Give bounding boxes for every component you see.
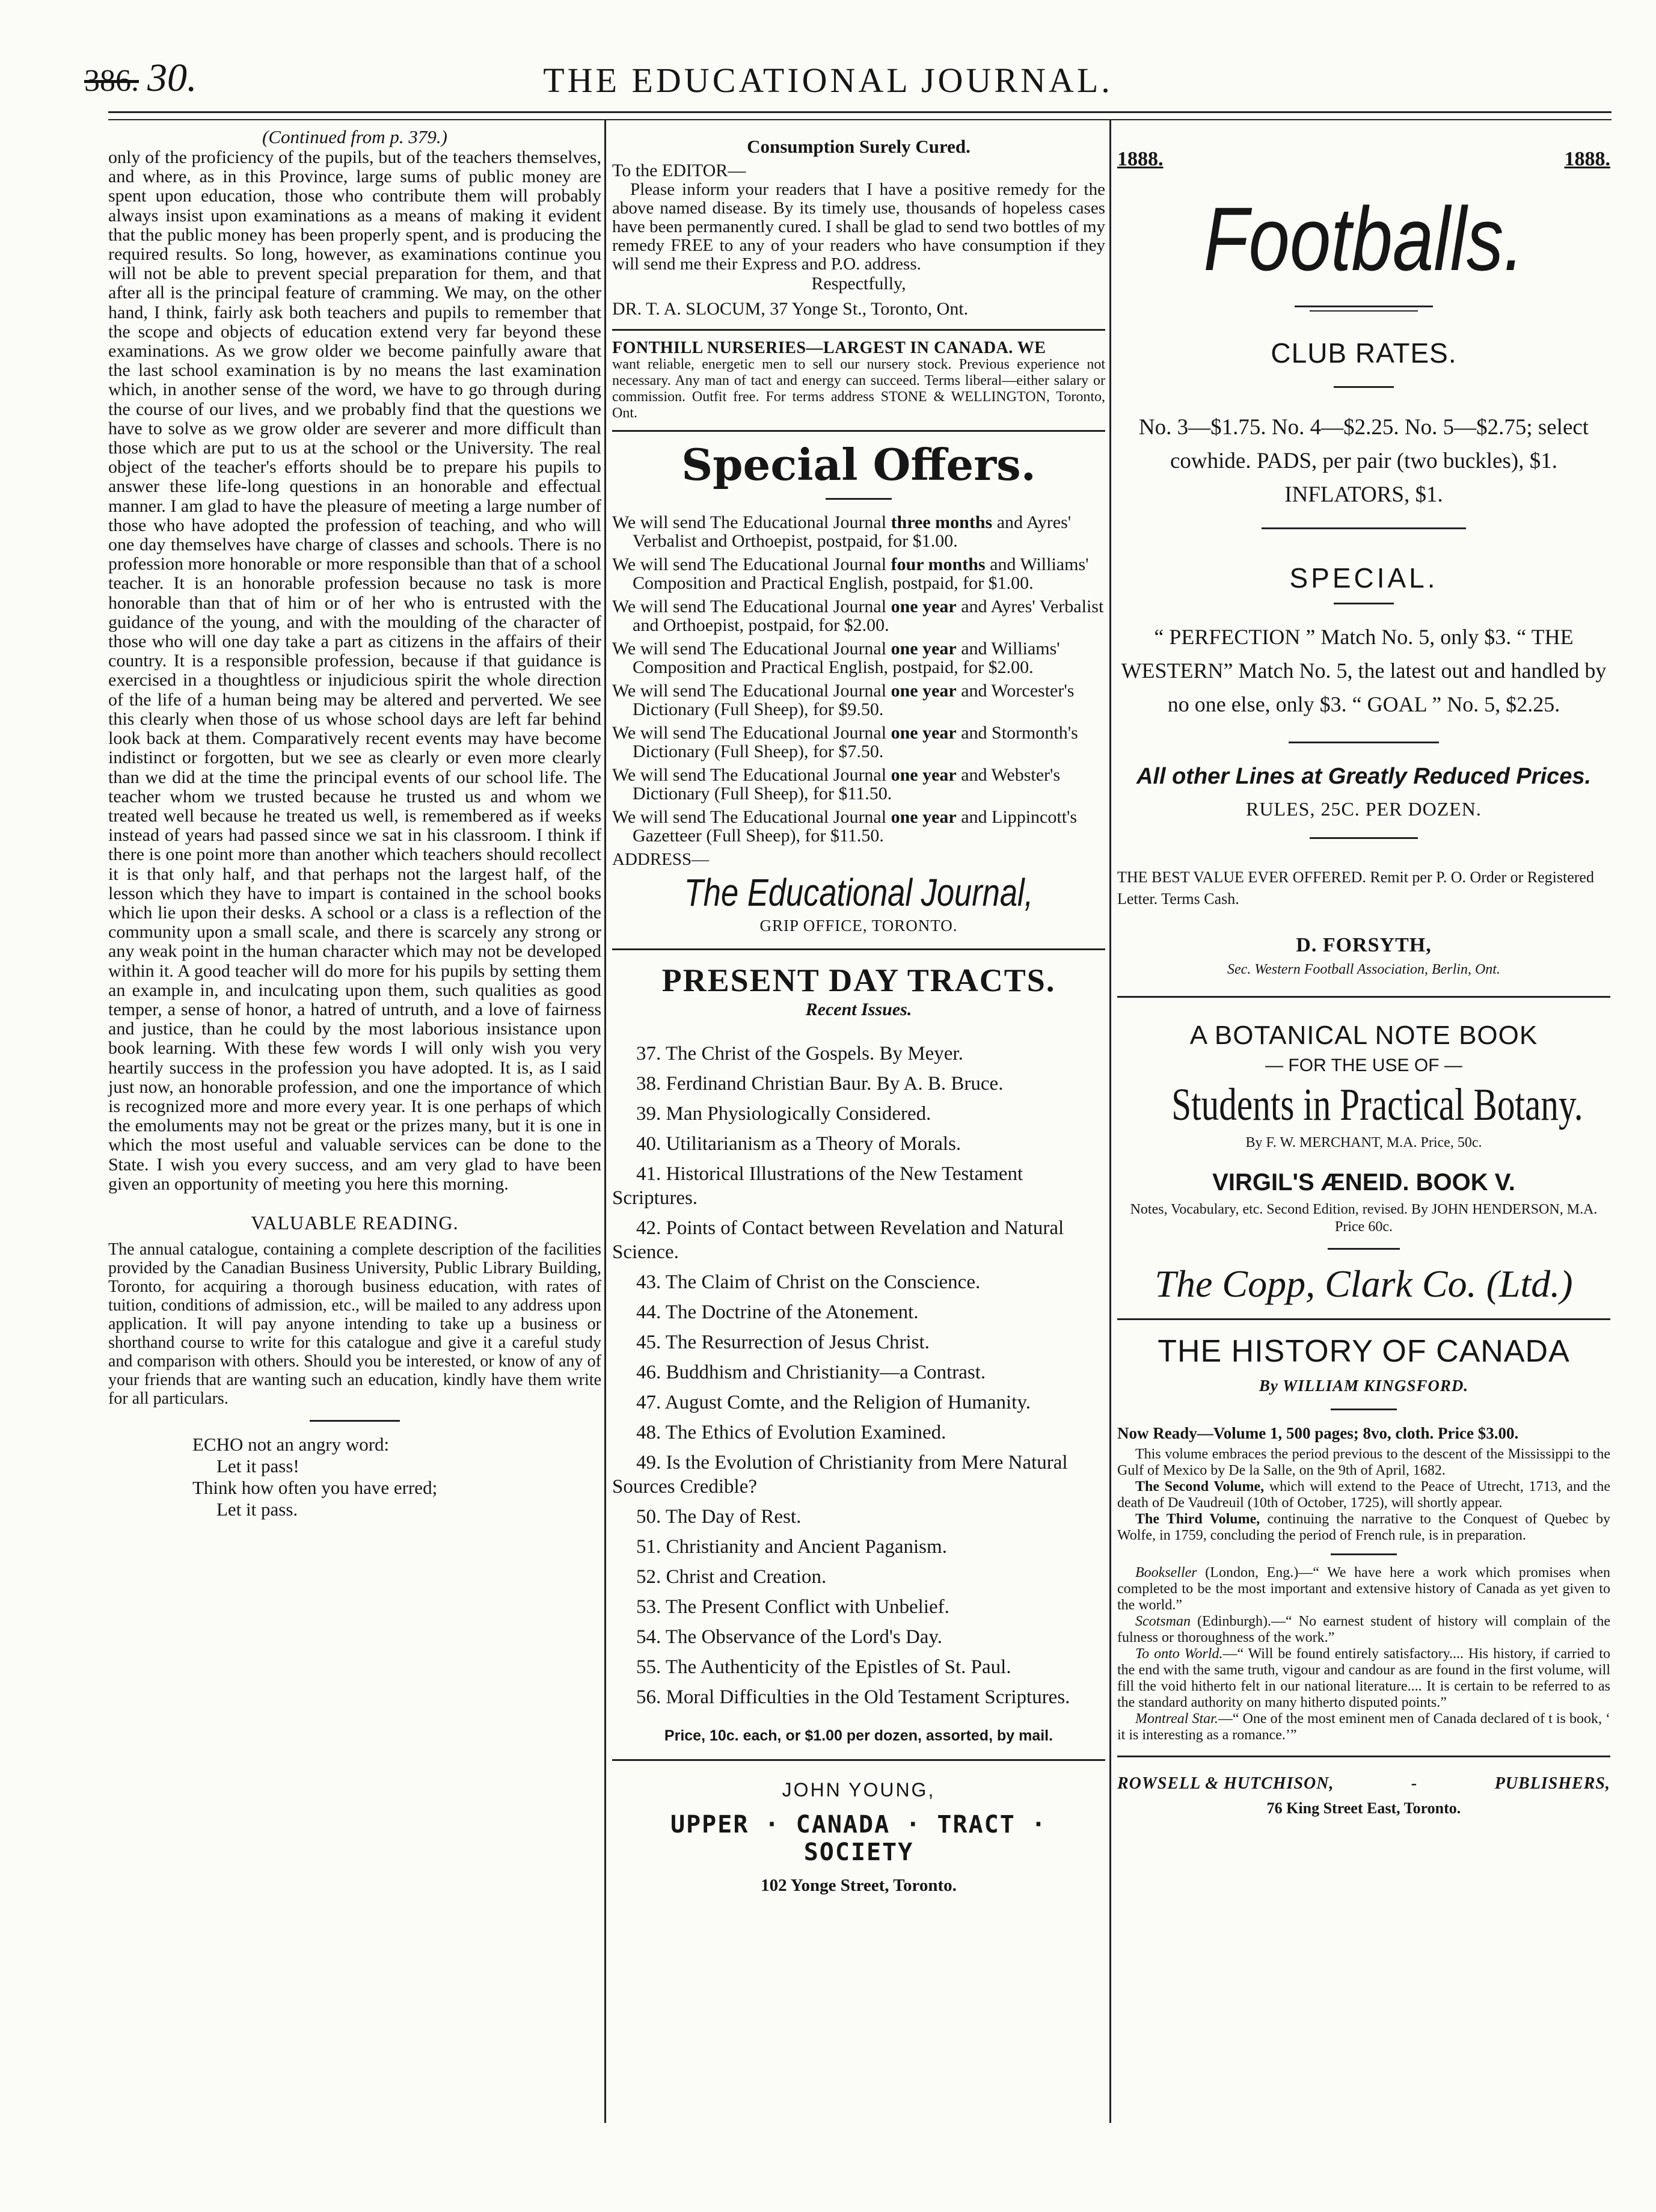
column-advertisements	[612, 126, 1105, 1896]
tract-item: 54. The Observance of the Lord's Day.	[636, 1626, 943, 1648]
tract-item: 51. Christianity and Ancient Paganism.	[636, 1536, 947, 1558]
offer-item: We will send The Educational Journal three months and Ayres' Verbalist and Orthoepist, postpaid, for $1.00.	[612, 512, 1072, 551]
column-notices	[1117, 126, 1610, 1817]
offer-item: We will send The Educational Journal one year and Worcester's Dictionary (Full Sheep), for $9.50.	[612, 681, 1075, 719]
tract-item: 46. Buddhism and Christianity—a Contrast.	[636, 1362, 986, 1383]
article-body: only of the proficiency of the pupils, but of the teachers themselves, and where, as in this Province, large sums of public money are spent upon education, those who contribute them will probably always insist upon examinations as a means of making it evident that the public money has been properly spent, and is producing the required results. So long, however, as examinations continue you will not be able to prevent special preparation for them, and that after all is the principal feature of cramming. We may, on the other hand, I think, fairly ask both teachers and pupils to remember that the scope and objects of education extend very far beyond these examinations. As we grow older we become painfully aware that the last school examination is by no means the last examination which, in another sense of the word, we have to go through during the course of our lives, and we probably find that the questions we have to solve as we grow older are severer and more difficult than those which are put to us at the school or the University. The real object of the teacher's efforts should be to prepare his pupils to answer these life-long questions in an honorable and effectual manner. I am glad to have the pleasure of meeting a large number of those who have adopted the profession of teaching, and who will one day themselves have charge of classes and schools. There is no profession more honorable or more responsible than that of a school teacher. It is an honorable profession because no task is more honorable than that of him or of her who is entrusted with the guidance of the young, and with the moulding of the character of those who will one day take a part as citizens in the affairs of their country. It is a responsible profession, because if that guidance is exercised in a thoughtless or injudicious spirit the whole direction of the life of a human being may be altered and perverted. We see this clearly when those of us whose school days are left far behind look back at them. Comparatively recent events may have become indistinct or forgotten, but we see as clearly or even more clearly than we did at the time the principal events of our school life. The teacher whom we trusted because he trusted us and whom we treated well because he treated us well, is remembered as if weeks instead of years had passed since we sat in his classroom. I think if there is one point more than another which teachers should recollect it is that only half, and that perhaps not the largest half, of the lesson which they have to impart is contained in the school books which lie upon their desks. A school or a class is a reflection of the community upon a small scale, and there is scarcely any strong or any weak point in the human character which may not be developed within it. A good teacher will do more for his pupils by setting them an example in, and inculcating upon them, such qualities as good temper, a sense of honor, a hatred of untruth, and a love of fairness and justice, than he could by the most laborious insistance upon book learning. With these few words I will only wish you very heartily success in the profession you have adopted. It is, as I said just now, an honorable profession, and one the importance of which is recognized more and more every year. It is one perhaps of which the emoluments may not be great or the prizes many, but it is one in which the most useful and valuable services can be done to the State. I wish you every success, and am very glad to have been given an opportunity of meeting you here this morning.	[108, 147, 601, 1194]
fonthill-body: want reliable, energetic men to sell our nursery stock. Previous experience not necessary. Any man of tact and energy can succeed. Terms liberal—either salary or commission. Outfit free. For terms address STONE & WELLINGTON, Toronto, Ont.	[612, 357, 1105, 421]
tract-item: 48. The Ethics of Evolution Examined.	[636, 1422, 946, 1443]
reviews	[1117, 1565, 1610, 1743]
page-number-handwritten: 30.	[147, 56, 197, 100]
rule	[826, 498, 892, 500]
rule	[612, 948, 1105, 950]
volume-one-desc: This volume embraces the period previous to the descent of the Mississippi to the Gulf of Mexico by De la Salle, on the 9th of April, 1682.	[1117, 1446, 1610, 1478]
rule	[1117, 1756, 1610, 1757]
consumption-body: Please inform your readers that I have a positive remedy for the above named disease. By its timely use, thousands of hopeless cases have been permanently cured. I shall be glad to send two bottles of my remedy FREE to any of your readers who have consumption if they will send me their Express and P.O. address.	[612, 180, 1105, 274]
botanical-heading: A BOTANICAL NOTE BOOK	[1189, 1021, 1538, 1050]
copp-clark: The Copp, Clark Co. (Ltd.)	[1155, 1262, 1573, 1305]
john-young: JOHN YOUNG,	[782, 1779, 936, 1801]
respectfully: Respectfully,	[811, 274, 906, 293]
poem-line: ECHO not an angry word:	[192, 1433, 390, 1455]
tract-item: 47. August Comte, and the Religion of Humanity.	[636, 1392, 1031, 1413]
students-heading: Students in Practical Botany.	[1171, 1080, 1583, 1130]
other-lines: All other Lines at Greatly Reduced Prices.	[1136, 764, 1592, 789]
offer-item: We will send The Educational Journal one year and Webster's Dictionary (Full Sheep), for $11.50.	[612, 765, 1061, 803]
consumption-title: Consumption Surely Cured.	[747, 136, 971, 157]
poem-line: Think how often you have erred;	[192, 1476, 438, 1498]
offer-item: We will send The Educational Journal four months and Williams' Composition and Practical English, postpaid, for $1.00.	[612, 555, 1089, 593]
virgil-heading: VIRGIL'S ÆNEID. BOOK V.	[1212, 1169, 1515, 1196]
tract-item: 43. The Claim of Christ on the Conscience.	[636, 1271, 981, 1293]
offers-list	[612, 513, 1105, 845]
for-use-of: — FOR THE USE OF —	[1265, 1055, 1462, 1075]
special-heading: SPECIAL.	[1289, 562, 1438, 594]
rule	[1289, 742, 1439, 743]
journal-title: THE EDUCATIONAL JOURNAL.	[543, 61, 1113, 100]
tract-item: 37. The Christ of the Gospels. By Meyer.	[636, 1043, 963, 1065]
poem	[108, 1434, 601, 1520]
volume-three-desc: The Third Volume, continuing the narrative to the Conquest of Quebec by Wolfe, in 1759, concluding the period of French rule, is in preparation.	[1117, 1511, 1610, 1543]
forsyth-name: D. FORSYTH,	[1296, 934, 1432, 956]
tract-item: 50. The Day of Rest.	[636, 1506, 802, 1528]
valuable-reading-body: The annual catalogue, containing a complete description of the facilities provided by the Canadian Business University, Public Library Building, Toronto, for acquiring a thorough business education, with rates of tuition, conditions of admission, etc., will be mailed to any address upon application. It will pay anyone intending to take up a business or shorthand course to write for this catalogue and give it a careful study and comparison with others. Should you be interested, or know of any of your friends that are wanting such an education, kindly have them write for all particulars.	[108, 1240, 601, 1408]
offer-item: We will send The Educational Journal one year and Ayres' Verbalist and Orthoepist, postpaid, for $2.00.	[612, 597, 1104, 635]
tract-society: UPPER · CANADA · TRACT · SOCIETY	[670, 1811, 1047, 1866]
rule	[1117, 996, 1610, 998]
tract-society-address: 102 Yonge Street, Toronto.	[761, 1876, 957, 1895]
offer-item: We will send The Educational Journal one year and Lippincott's Gazetteer (Full Sheep), for $11.50.	[612, 807, 1078, 846]
rule	[612, 329, 1105, 331]
tract-item: 41. Historical Illustrations of the New Testament Scriptures.	[612, 1163, 1023, 1209]
rule	[1328, 1248, 1400, 1250]
publishers-row	[1117, 1774, 1610, 1793]
rules-price: RULES, 25C. PER DOZEN.	[1246, 798, 1482, 820]
tracts-title: PRESENT DAY TRACTS.	[661, 962, 1056, 998]
tract-item: 52. Christ and Creation.	[636, 1566, 827, 1588]
rule	[1310, 837, 1418, 839]
review-item: Montreal Star.—“ One of the most eminent men of Canada declared of t is book, ‘ it is interesting as a romance.’”	[1117, 1711, 1611, 1743]
header-rule-top	[108, 111, 1612, 113]
tracts-price: Price, 10c. each, or $1.00 per dozen, assorted, by mail.	[664, 1727, 1053, 1744]
column-divider-1	[604, 120, 606, 2123]
to-editor: To the EDITOR—	[612, 161, 746, 180]
rule	[1334, 386, 1394, 388]
rule	[612, 430, 1105, 432]
rule	[1310, 310, 1418, 312]
merchant-credit: By F. W. MERCHANT, M.A. Price, 50c.	[1245, 1135, 1482, 1151]
best-value: THE BEST VALUE EVER OFFERED. Remit per P. O. Order or Registered Letter. Terms Cash.	[1117, 868, 1594, 908]
page-header	[0, 0, 1656, 120]
year-row	[1117, 148, 1610, 171]
club-rates-body: No. 3—$1.75. No. 4—$2.25. No. 5—$2.75; select cowhide. PADS, per pair (two buckles), $1. INFLATORS, $1.	[1138, 415, 1589, 507]
history-heading: THE HISTORY OF CANADA	[1158, 1334, 1570, 1369]
rule	[612, 1759, 1105, 1761]
publishers-address: 76 King Street East, Toronto.	[1266, 1799, 1461, 1817]
offer-item: We will send The Educational Journal one year and Williams' Composition and Practical English, postpaid, for $2.00.	[612, 639, 1060, 677]
virgil-notes: Notes, Vocabulary, etc. Second Edition, revised. By JOHN HENDERSON, M.A. Price 60c.	[1130, 1202, 1598, 1235]
tract-item: 55. The Authenticity of the Epistles of St. Paul.	[636, 1656, 1011, 1678]
valuable-reading-title: VALUABLE READING.	[251, 1211, 459, 1233]
slocum-signature: DR. T. A. SLOCUM, 37 Yonge St., Toronto, Ont.	[612, 299, 969, 319]
footballs-heading: Footballs.	[1203, 188, 1524, 289]
poem-line: Let it pass!	[216, 1455, 299, 1476]
tract-item: 42. Points of Contact between Revelation and Natural Science.	[612, 1217, 1064, 1263]
forsyth-title: Sec. Western Football Association, Berlin, Ont.	[1227, 962, 1500, 977]
tracts-subtitle: Recent Issues.	[805, 1000, 912, 1019]
special-body: “ PERFECTION ” Match No. 5, only $3. “ THE WESTERN” Match No. 5, the latest out and handled by no one else, only $3. “ GOAL ” No. 5, $2.25.	[1121, 625, 1607, 716]
club-rates-heading: CLUB RATES.	[1271, 337, 1457, 369]
rule	[1331, 1409, 1397, 1410]
review-item: Scotsman (Edinburgh).—“ No earnest student of history will complain of the fulness or thoroughness of the work.”	[1117, 1614, 1610, 1645]
review-item: To onto World.—“ Will be found entirely satisfactory.... His history, if carried to the end with the same truth, vigour and candour as are found in the first volume, will fill the void hitherto felt in our national literature.... It is certain to be referred to as the standard authority on many hitherto disputed points.”	[1117, 1646, 1611, 1710]
tract-item: 53. The Present Conflict with Unbelief.	[636, 1596, 949, 1618]
column-divider-2	[1109, 120, 1111, 2123]
journal-name: The Educational Journal,	[684, 871, 1034, 914]
now-ready: Now Ready—Volume 1, 500 pages; 8vo, cloth. Price $3.00.	[1117, 1424, 1519, 1442]
rule	[1295, 306, 1433, 307]
volume-two-desc: The Second Volume, which will extend to the Peace of Utrecht, 1713, and the death of De Vaudreuil (10th of October, 1725), will shortly appear.	[1117, 1479, 1610, 1511]
column-article	[108, 126, 601, 1520]
page-number-struck: 386.	[84, 64, 139, 98]
publishers-right: PUBLISHERS,	[1494, 1774, 1610, 1793]
publishers-dash: -	[1411, 1774, 1418, 1793]
fonthill-lead: FONTHILL NURSERIES—LARGEST IN CANADA. WE	[612, 339, 1046, 357]
fonthill-ad	[612, 339, 1105, 422]
offer-item: We will send The Educational Journal one year and Stormonth's Dictionary (Full Sheep), for $7.50.	[612, 723, 1078, 761]
tract-item: 56. Moral Difficulties in the Old Testament Scriptures.	[636, 1686, 1070, 1708]
poem-rule	[310, 1420, 400, 1422]
review-item: Bookseller (London, Eng.)—“ We have here a work which promises when completed to be the most important and extensive history of Canada as yet given to the world.”	[1117, 1565, 1610, 1613]
tracts-list	[612, 1042, 1105, 1709]
tract-item: 39. Man Physiologically Considered.	[636, 1103, 931, 1125]
poem-line: Let it pass.	[216, 1498, 298, 1520]
year-right: 1888.	[1564, 148, 1610, 170]
tract-item: 40. Utilitarianism as a Theory of Morals.	[636, 1133, 961, 1155]
special-offers-title: Special Offers.	[681, 439, 1036, 490]
continued-note: (Continued from p. 379.)	[262, 126, 447, 147]
kingsford-credit: By WILLIAM KINGSFORD.	[1259, 1377, 1469, 1395]
rule	[1117, 1318, 1610, 1320]
rule	[1331, 1553, 1397, 1555]
tract-item: 38. Ferdinand Christian Baur. By A. B. Bruce.	[636, 1073, 1004, 1095]
publishers-left: ROWSELL & HUTCHISON,	[1117, 1774, 1334, 1793]
rule	[1262, 527, 1466, 529]
rule	[1334, 603, 1394, 604]
tract-item: 49. Is the Evolution of Christianity from Mere Natural Sources Credible?	[612, 1452, 1068, 1498]
year-left: 1888.	[1117, 148, 1164, 170]
tract-item: 44. The Doctrine of the Atonement.	[636, 1301, 919, 1323]
header-rule-bottom	[108, 119, 1612, 120]
address-label: ADDRESS—	[612, 850, 710, 869]
grip-office: GRIP OFFICE, TORONTO.	[759, 917, 958, 935]
tract-item: 45. The Resurrection of Jesus Christ.	[636, 1332, 930, 1353]
